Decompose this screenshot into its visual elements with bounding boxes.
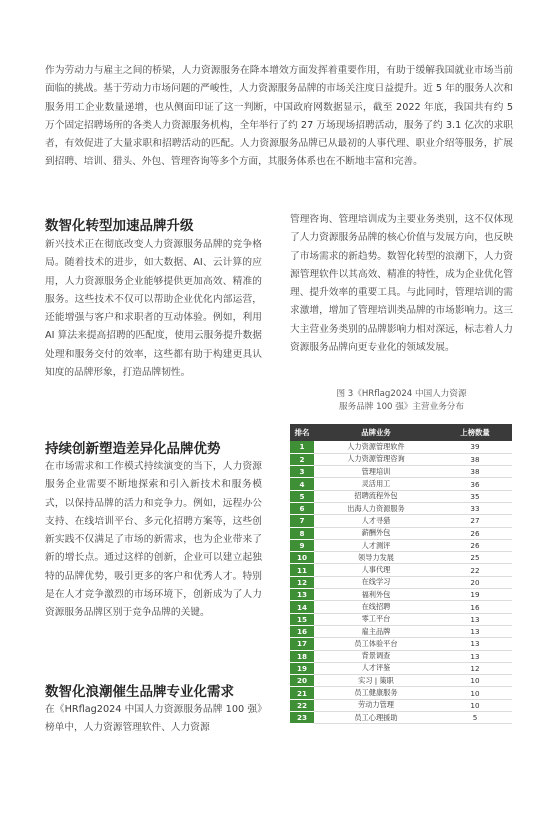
section2-body: 在市场需求和工作模式持续演变的当下，人力资源服务企业需要不断地探索和引入新技术和服务模式，以保持品牌的活力和竞争力。例如，远程办公支持、在线培训平台、多元化招聘方案等，这些创新实践不仅满足了市场的新需求，也为企业带来了新的增长点。通过这样的创新，企业可以建立起独特的品牌优势，吸引更多的客户和优秀人才。特别是在人才竞争激烈的市场环境下，创新成为了人力资源服务品牌区别于竞争品牌的关键。: [45, 461, 262, 619]
count-cell: 10: [438, 675, 512, 687]
section2-heading: 持续创新塑造差异化品牌优势: [45, 441, 221, 457]
table-row: [290, 601, 512, 613]
section3-heading: 数智化浪潮催生品牌专业化需求: [45, 684, 234, 700]
count-cell: 35: [438, 490, 512, 502]
section3-body: 在《HRflag2024 中国人力资源服务品牌 100 强》榜单中，人力资源管理软件、人力资源: [45, 704, 262, 734]
count-cell: 25: [438, 552, 512, 564]
count-cell: 13: [438, 613, 512, 625]
count-cell: 10: [438, 687, 512, 699]
count-cell: 38: [438, 466, 512, 478]
header-count: 上榜数量: [438, 424, 512, 441]
business-cell: 员工心理援助: [314, 712, 438, 724]
business-cell: 劳动力管理: [314, 699, 438, 711]
rank-cell: 1: [290, 441, 314, 453]
table-row: [290, 527, 512, 539]
header-business: 品牌业务: [314, 424, 438, 441]
table-row: [290, 478, 512, 490]
rank-cell: 12: [290, 576, 314, 588]
rank-cell: 6: [290, 502, 314, 514]
count-cell: 26: [438, 539, 512, 551]
business-cell: 在线学习: [314, 576, 438, 588]
table-row: [290, 613, 512, 625]
rank-cell: 21: [290, 687, 314, 699]
table-row: [290, 564, 512, 576]
table-caption: [290, 388, 513, 414]
section1-body: 新兴技术正在彻底改变人力资源服务品牌的竞争格局。随着技术的进步，如大数据、AI、云计算的应用，人力资源服务企业能够提供更加高效、精准的服务。这些技术不仅可以帮助企业优化内部运营，还能增强与客户和求职者的互动体验。例如，利用 AI 算法来提高招聘的匹配度，使用云服务提升数据处理和服务交付的效率，这些都有助于构建更具认知度的品牌形象，打造品牌韧性。: [45, 239, 262, 379]
rank-cell: 13: [290, 589, 314, 601]
table-row: [290, 466, 512, 478]
table-row: [290, 687, 512, 699]
table-caption-line2: 服务品牌 100 强》主营业务分布: [339, 402, 464, 412]
rank-cell: 18: [290, 650, 314, 662]
rank-cell: 19: [290, 662, 314, 674]
table-row: [290, 699, 512, 711]
table-row: [290, 638, 512, 650]
business-cell: 福利外包: [314, 589, 438, 601]
table-row: [290, 552, 512, 564]
rank-cell: 15: [290, 613, 314, 625]
table-row: [290, 539, 512, 551]
rank-cell: 9: [290, 539, 314, 551]
count-cell: 20: [438, 576, 512, 588]
business-cell: 背景调查: [314, 650, 438, 662]
business-cell: 领导力发展: [314, 552, 438, 564]
header-rank: 排名: [290, 424, 314, 441]
rank-cell: 16: [290, 625, 314, 637]
business-cell: 出海人力资源服务: [314, 502, 438, 514]
table-row: [290, 576, 512, 588]
count-cell: 26: [438, 527, 512, 539]
table-caption-line1: 图 3《HRflag2024 中国人力资源: [336, 389, 467, 399]
intro-paragraph: 作为劳动力与雇主之间的桥梁，人力资源服务在降本增效方面发挥着重要作用，有助于缓解我国就业市场当前面临的挑战。基于劳动力市场问题的严峻性，人力资源服务品牌的市场关注度日益提升。近 5 年的服务人次和服务用工企业数量递增，也从侧面印证了这一判断，中国政府网数据显示，截至 2022 年底，我国共有约 5 万个固定招聘场所的各类人力资源服务机构，全年举行了约 27 万场现场招聘活动，服务了约 3.1 亿次的求职者，有效促进了大量求职和招聘活动的匹配。人力资源服务品牌已从最初的人事代理、职业介绍等服务，扩展到招聘、培训、猎头、外包、管理咨询等多个方面，其服务体系也在不断地丰富和完善。: [45, 65, 513, 168]
count-cell: 5: [438, 712, 512, 724]
table-header-row: [290, 424, 512, 441]
table-body: [290, 441, 512, 724]
business-cell: 人才测评: [314, 539, 438, 551]
table-row: [290, 650, 512, 662]
business-cell: 人才寻猎: [314, 515, 438, 527]
table-row: [290, 625, 512, 637]
business-cell: 人才评鉴: [314, 662, 438, 674]
business-cell: 人力资源管理咨询: [314, 453, 438, 465]
count-cell: 33: [438, 502, 512, 514]
business-cell: 招聘流程外包: [314, 490, 438, 502]
business-cell: 薪酬外包: [314, 527, 438, 539]
table-row: [290, 490, 512, 502]
business-cell: 员工健康服务: [314, 687, 438, 699]
section1-heading: 数智化转型加速品牌升级: [45, 218, 194, 234]
business-cell: 雇主品牌: [314, 625, 438, 637]
count-cell: 27: [438, 515, 512, 527]
count-cell: 13: [438, 625, 512, 637]
rank-cell: 8: [290, 527, 314, 539]
rank-cell: 22: [290, 699, 314, 711]
count-cell: 10: [438, 699, 512, 711]
rank-cell: 17: [290, 638, 314, 650]
count-cell: 22: [438, 564, 512, 576]
rank-cell: 7: [290, 515, 314, 527]
count-cell: 13: [438, 638, 512, 650]
business-cell: 零工平台: [314, 613, 438, 625]
business-cell: 员工体验平台: [314, 638, 438, 650]
table-row: [290, 441, 512, 453]
rank-cell: 23: [290, 712, 314, 724]
business-cell: 人力资源管理软件: [314, 441, 438, 453]
count-cell: 36: [438, 478, 512, 490]
table-row: [290, 662, 512, 674]
table-row: [290, 589, 512, 601]
count-cell: 39: [438, 441, 512, 453]
rank-cell: 11: [290, 564, 314, 576]
business-cell: 管理培训: [314, 466, 438, 478]
rank-cell: 5: [290, 490, 314, 502]
rank-cell: 4: [290, 478, 314, 490]
count-cell: 13: [438, 650, 512, 662]
count-cell: 38: [438, 453, 512, 465]
count-cell: 12: [438, 662, 512, 674]
table-row: [290, 712, 512, 724]
business-cell: 在线招聘: [314, 601, 438, 613]
right-column-paragraph: 管理咨询、管理培训成为主要业务类别，这不仅体现了人力资源服务品牌的核心价值与发展方向，也反映了市场需求的新趋势。数智化转型的浪潮下，人力资源管理软件以其高效、精准的特性，成为企业优化管理、提升效率的重要工具。与此同时，管理培训的需求激增，增加了管理培训类品牌的市场影响力。这三大主营业务类别的品牌影响力相对深远，标志着人力资源服务品牌向更专业化的领域发展。: [290, 214, 513, 354]
business-cell: 人事代理: [314, 564, 438, 576]
rank-cell: 20: [290, 675, 314, 687]
business-cell: 灵活用工: [314, 478, 438, 490]
table-row: [290, 453, 512, 465]
rank-cell: 2: [290, 453, 314, 465]
count-cell: 16: [438, 601, 512, 613]
table-row: [290, 515, 512, 527]
rank-cell: 10: [290, 552, 314, 564]
business-ranking-table: [290, 424, 512, 724]
rank-cell: 14: [290, 601, 314, 613]
rank-cell: 3: [290, 466, 314, 478]
table-row: [290, 675, 512, 687]
count-cell: 19: [438, 589, 512, 601]
business-cell: 实习 | 策职: [314, 675, 438, 687]
table-row: [290, 502, 512, 514]
